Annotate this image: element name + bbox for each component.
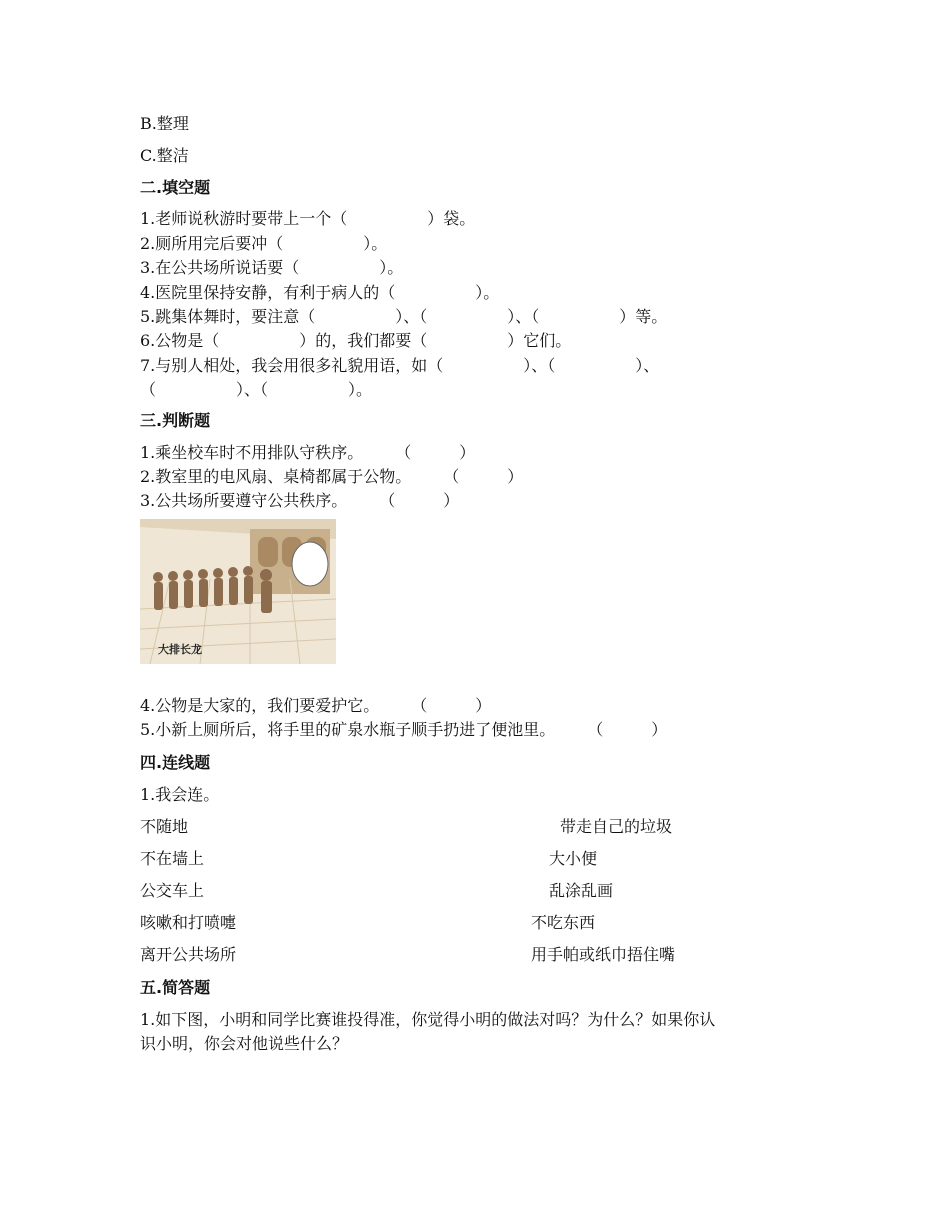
section-title-short-answer: 五.简答题 (140, 978, 211, 997)
section-title-match: 四.连线题 (140, 753, 211, 772)
fill-question-5: 5.跳集体舞时，要注意（ ）、（ ）、（ ）等。 (140, 307, 668, 326)
choice-b: B.整理 (140, 114, 189, 133)
section-title-fill: 二.填空题 (140, 178, 211, 197)
fill-question-4: 4.医院里保持安静，有利于病人的（ ）。 (140, 283, 500, 302)
fill-question-2: 2.厕所用完后要冲（ ）。 (140, 234, 388, 253)
fill-question-3: 3.在公共场所说话要（ ）。 (140, 258, 404, 277)
match-left-1: 不随地 (140, 817, 189, 836)
short-answer-question-1: 1.如下图，小明和同学比赛谁投得准，你觉得小明的做法对吗？为什么？如果你认 (140, 1010, 716, 1029)
judge-question-2: 2.教室里的电风扇、桌椅都属于公物。 （ ） (140, 467, 524, 486)
match-intro: 1.我会连。 (140, 785, 220, 804)
fill-question-7-cont: （ ）、（ ）。 (140, 380, 373, 399)
match-right-1: 带走自己的垃圾 (560, 817, 673, 836)
judge-question-4: 4.公物是大家的，我们要爱护它。 （ ） (140, 696, 492, 715)
match-right-5: 用手帕或纸巾捂住嘴 (531, 945, 676, 964)
judge-question-1: 1.乘坐校车时不用排队守秩序。 （ ） (140, 443, 476, 462)
fill-question-6: 6.公物是（ ）的，我们都要（ ）它们。 (140, 331, 572, 350)
match-right-4: 不吃东西 (531, 913, 596, 932)
fill-question-7: 7.与别人相处，我会用很多礼貌用语，如（ ）、（ ）、 (140, 356, 660, 375)
fill-question-1: 1.老师说秋游时要带上一个（ ）袋。 (140, 209, 476, 228)
queue-illustration (140, 519, 336, 664)
illustration-caption: 大排长龙 (158, 643, 202, 656)
section-title-judge: 三.判断题 (140, 411, 211, 430)
match-left-5: 离开公共场所 (140, 945, 237, 964)
judge-question-5: 5.小新上厕所后，将手里的矿泉水瓶子顺手扔进了便池里。 （ ） (140, 720, 668, 739)
match-left-2: 不在墙上 (140, 849, 205, 868)
match-left-3: 公交车上 (140, 881, 205, 900)
short-answer-question-1-cont: 识小明，你会对他说些什么？ (140, 1034, 349, 1053)
match-right-2: 大小便 (549, 849, 598, 868)
match-right-3: 乱涂乱画 (549, 881, 614, 900)
match-left-4: 咳嗽和打喷嚏 (140, 913, 237, 932)
judge-question-3: 3.公共场所要遵守公共秩序。 （ ） (140, 491, 460, 510)
choice-c: C.整洁 (140, 146, 189, 165)
